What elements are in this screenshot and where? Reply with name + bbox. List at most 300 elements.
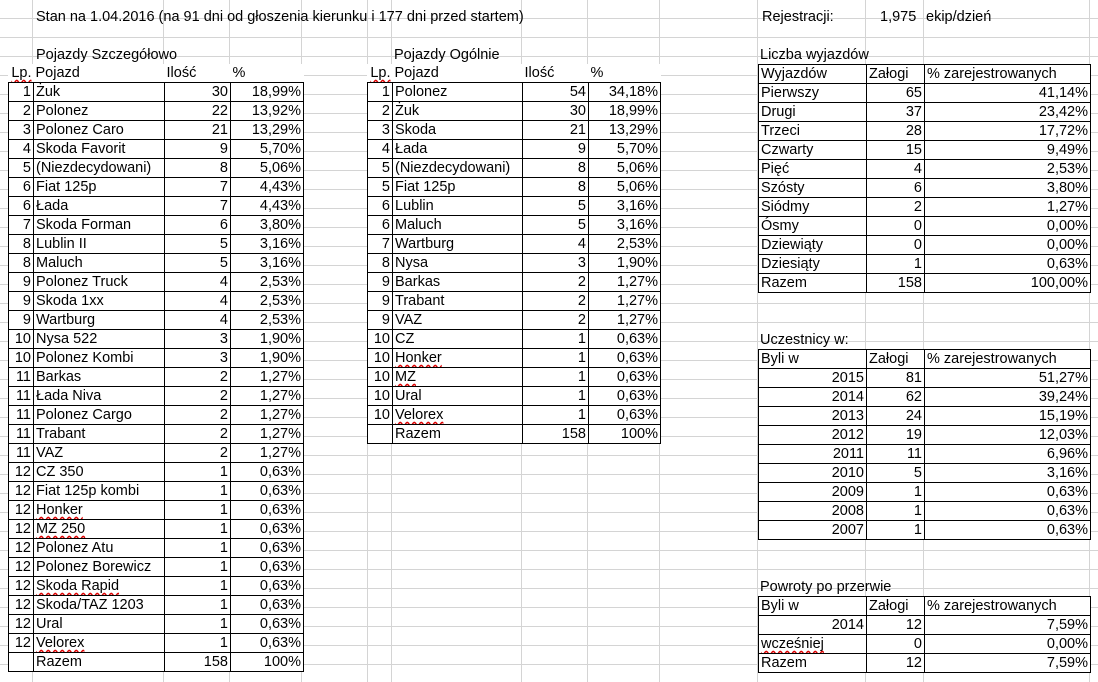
count-cell: 1: [523, 330, 589, 349]
percent-cell: 1,27%: [231, 444, 304, 463]
lp-cell: 9: [9, 292, 34, 311]
lp-cell: 8: [9, 235, 34, 254]
count-cell: 9: [523, 140, 589, 159]
vehicle-cell: Skoda Forman: [34, 216, 165, 235]
count-cell: 1: [165, 615, 231, 634]
table-row: [368, 368, 661, 387]
lp-cell: 3: [9, 121, 34, 140]
percent-cell: 15,19%: [925, 407, 1091, 426]
vehicle-cell: Skoda/TAZ 1203: [34, 596, 165, 615]
table-row: [368, 102, 661, 121]
table-row: [9, 387, 304, 406]
count-cell: 54: [523, 83, 589, 102]
table-row: [759, 369, 1091, 388]
total-label: Razem: [759, 274, 867, 293]
table-row: [759, 236, 1091, 255]
total-count: 158: [523, 425, 589, 444]
vehicle-cell: MZ: [393, 368, 523, 387]
table-row: [759, 84, 1091, 103]
percent-cell: 2,53%: [925, 160, 1091, 179]
count-cell: 15: [867, 141, 925, 160]
count-cell: 3: [523, 254, 589, 273]
count-cell: 1: [867, 521, 925, 540]
percent-cell: 13,29%: [589, 121, 661, 140]
percent-cell: 13,92%: [231, 102, 304, 121]
percent-cell: 0,63%: [231, 615, 304, 634]
percent-cell: 0,63%: [925, 483, 1091, 502]
vehicle-cell: Żuk: [393, 102, 523, 121]
percent-cell: 0,00%: [925, 236, 1091, 255]
count-cell: 6: [165, 216, 231, 235]
percent-cell: 2,53%: [231, 273, 304, 292]
percent-cell: 3,80%: [231, 216, 304, 235]
total-count: 158: [867, 274, 925, 293]
uczestnicy-table: [758, 349, 1091, 540]
lp-cell: 8: [368, 254, 393, 273]
percent-cell: 0,63%: [231, 463, 304, 482]
count-cell: 65: [867, 84, 925, 103]
percent-cell: 0,63%: [231, 558, 304, 577]
percent-cell: 0,63%: [589, 387, 661, 406]
table-row: [9, 254, 304, 273]
table-row: [9, 102, 304, 121]
header-row: [759, 597, 1091, 616]
count-cell: 2: [165, 425, 231, 444]
lp-header: Lp.: [9, 64, 34, 83]
table-row: [759, 198, 1091, 217]
percent-header: %: [589, 64, 661, 83]
count-cell: 1: [165, 539, 231, 558]
vehicle-cell: Polonez Caro: [34, 121, 165, 140]
count-cell: 0: [867, 217, 925, 236]
label-cell: 2015: [759, 369, 867, 388]
count-cell: 19: [867, 426, 925, 445]
count-cell: 1: [165, 634, 231, 653]
lp-cell: 12: [9, 615, 34, 634]
vehicle-cell: Barkas: [393, 273, 523, 292]
table-row: [9, 159, 304, 178]
lp-header: Lp.: [368, 64, 393, 83]
lp-cell: 11: [9, 406, 34, 425]
count-cell: 4: [165, 292, 231, 311]
table-row: [9, 615, 304, 634]
percent-cell: 1,27%: [925, 198, 1091, 217]
percent-cell: 0,63%: [231, 596, 304, 615]
percent-cell: 2,53%: [231, 311, 304, 330]
vehicle-cell: Honker: [393, 349, 523, 368]
ilosc-header: Ilość: [523, 64, 589, 83]
header-row: [9, 64, 304, 83]
count-cell: 2: [523, 292, 589, 311]
percent-cell: 18,99%: [589, 102, 661, 121]
vehicle-cell: Lublin: [393, 197, 523, 216]
vehicle-cell: Skoda Favorit: [34, 140, 165, 159]
table-row: [9, 520, 304, 539]
label-cell: 2007: [759, 521, 867, 540]
percent-cell: 4,43%: [231, 178, 304, 197]
label-cell: 2008: [759, 502, 867, 521]
label-cell: Pięć: [759, 160, 867, 179]
count-cell: 2: [165, 368, 231, 387]
total-percent: 100,00%: [925, 274, 1091, 293]
header-row: [759, 350, 1091, 369]
count-cell: 5: [867, 464, 925, 483]
total-row: [9, 653, 304, 672]
vehicle-cell: Łada: [34, 197, 165, 216]
lp-cell: 2: [9, 102, 34, 121]
lp-cell: 11: [9, 387, 34, 406]
count-cell: 22: [165, 102, 231, 121]
percent-cell: 39,24%: [925, 388, 1091, 407]
percent-cell: 0,63%: [231, 520, 304, 539]
label-cell: Dziewiąty: [759, 236, 867, 255]
vehicle-cell: Polonez: [393, 83, 523, 102]
count-cell: 8: [523, 178, 589, 197]
table-row: [759, 122, 1091, 141]
percent-cell: 3,16%: [925, 464, 1091, 483]
table-row: [9, 197, 304, 216]
table-row: [9, 292, 304, 311]
table-row: [368, 406, 661, 425]
count-cell: 8: [165, 159, 231, 178]
vehicle-cell: Skoda Rapid: [34, 577, 165, 596]
percent-cell: 0,63%: [589, 349, 661, 368]
count-cell: 62: [867, 388, 925, 407]
col1-header: Byli w: [759, 597, 867, 616]
percent-cell: 7,59%: [925, 616, 1091, 635]
szczegolowo-title: Pojazdy Szczegółowo: [36, 47, 178, 63]
table-row: [368, 349, 661, 368]
percent-cell: 2,53%: [231, 292, 304, 311]
vehicle-cell: Polonez Cargo: [34, 406, 165, 425]
percent-cell: 0,63%: [589, 368, 661, 387]
count-cell: 4: [867, 160, 925, 179]
count-cell: 5: [165, 235, 231, 254]
vehicle-cell: Trabant: [34, 425, 165, 444]
vehicle-cell: Trabant: [393, 292, 523, 311]
percent-cell: 23,42%: [925, 103, 1091, 122]
percent-cell: 4,43%: [231, 197, 304, 216]
table-row: [759, 616, 1091, 635]
szczegolowo-table: [8, 64, 304, 672]
percent-cell: 6,96%: [925, 445, 1091, 464]
count-cell: 2: [523, 273, 589, 292]
percent-cell: 0,63%: [231, 482, 304, 501]
count-cell: 28: [867, 122, 925, 141]
percent-cell: 0,63%: [589, 406, 661, 425]
count-cell: 6: [867, 179, 925, 198]
lp-cell: 12: [9, 463, 34, 482]
count-cell: 1: [523, 368, 589, 387]
lp-cell: 12: [9, 634, 34, 653]
vehicle-cell: Maluch: [393, 216, 523, 235]
table-row: [368, 216, 661, 235]
status-text: Stan na 1.04.2016 (na 91 dni od głoszenia kierunku i 177 dni przed startem): [36, 9, 524, 25]
percent-header: %: [231, 64, 304, 83]
lp-cell: 7: [9, 216, 34, 235]
total-row: [368, 425, 661, 444]
lp-cell: 7: [368, 235, 393, 254]
count-cell: 5: [165, 254, 231, 273]
vehicle-cell: Velorex: [34, 634, 165, 653]
count-cell: 30: [165, 83, 231, 102]
percent-cell: 1,27%: [589, 311, 661, 330]
registrations-label: Rejestracji:: [762, 9, 834, 25]
table-row: [759, 445, 1091, 464]
vehicle-cell: VAZ: [393, 311, 523, 330]
vehicle-cell: Nysa 522: [34, 330, 165, 349]
table-row: [368, 178, 661, 197]
table-row: [9, 140, 304, 159]
percent-cell: 0,63%: [925, 255, 1091, 274]
table-row: [759, 464, 1091, 483]
count-cell: 3: [165, 330, 231, 349]
table-row: [9, 235, 304, 254]
percent-cell: 51,27%: [925, 369, 1091, 388]
table-row: [759, 103, 1091, 122]
percent-cell: 13,29%: [231, 121, 304, 140]
lp-cell: 9: [9, 311, 34, 330]
count-cell: 1: [867, 255, 925, 274]
lp-cell: 1: [9, 83, 34, 102]
lp-cell: 12: [9, 501, 34, 520]
vehicle-cell: Ural: [393, 387, 523, 406]
percent-cell: 17,72%: [925, 122, 1091, 141]
table-row: [368, 140, 661, 159]
count-cell: 1: [867, 483, 925, 502]
count-cell: 1: [165, 482, 231, 501]
label-cell: 2014: [759, 388, 867, 407]
table-row: [368, 83, 661, 102]
table-row: [759, 521, 1091, 540]
total-label: Razem: [34, 653, 165, 672]
total-percent: 7,59%: [925, 654, 1091, 673]
label-cell: Drugi: [759, 103, 867, 122]
percent-cell: 41,14%: [925, 84, 1091, 103]
lp-cell: 5: [9, 159, 34, 178]
count-cell: 2: [867, 198, 925, 217]
percent-cell: 5,70%: [589, 140, 661, 159]
table-row: [9, 368, 304, 387]
table-row: [368, 387, 661, 406]
lp-cell: 12: [9, 539, 34, 558]
percent-cell: 12,03%: [925, 426, 1091, 445]
total-percent: 100%: [589, 425, 661, 444]
vehicle-cell: Barkas: [34, 368, 165, 387]
lp-cell: 9: [9, 273, 34, 292]
percent-cell: 1,90%: [231, 330, 304, 349]
count-cell: 37: [867, 103, 925, 122]
count-cell: 1: [165, 596, 231, 615]
count-cell: 1: [165, 577, 231, 596]
percent-cell: 1,27%: [231, 425, 304, 444]
table-row: [368, 273, 661, 292]
table-row: [9, 178, 304, 197]
vehicle-cell: Ural: [34, 615, 165, 634]
percent-cell: 3,16%: [231, 235, 304, 254]
count-cell: 1: [165, 501, 231, 520]
lp-cell: 11: [9, 368, 34, 387]
percent-cell: 3,16%: [589, 197, 661, 216]
lp-cell: 10: [368, 330, 393, 349]
vehicle-cell: Velorex: [393, 406, 523, 425]
lp-cell: 1: [368, 83, 393, 102]
powroty-table: [758, 596, 1091, 673]
table-row: [368, 330, 661, 349]
registrations-value: 1,975: [880, 9, 917, 25]
count-cell: 3: [165, 349, 231, 368]
percent-cell: 0,63%: [231, 634, 304, 653]
vehicle-cell: Polonez Borewicz: [34, 558, 165, 577]
table-row: [9, 216, 304, 235]
count-cell: 9: [165, 140, 231, 159]
table-row: [368, 121, 661, 140]
lp-cell: 6: [368, 197, 393, 216]
lp-cell: 6: [9, 197, 34, 216]
table-row: [759, 179, 1091, 198]
table-row: [759, 141, 1091, 160]
count-cell: 1: [867, 502, 925, 521]
table-row: [9, 273, 304, 292]
table-row: [368, 292, 661, 311]
table-row: [9, 349, 304, 368]
table-row: [9, 482, 304, 501]
table-row: [9, 444, 304, 463]
total-lp: [368, 425, 393, 444]
label-cell: Czwarty: [759, 141, 867, 160]
table-row: [9, 330, 304, 349]
label-cell: wcześniej: [759, 635, 867, 654]
count-cell: 7: [165, 178, 231, 197]
percent-cell: 1,27%: [231, 368, 304, 387]
total-lp: [9, 653, 34, 672]
vehicle-cell: Fiat 125p: [393, 178, 523, 197]
lp-cell: 6: [9, 178, 34, 197]
label-cell: Pierwszy: [759, 84, 867, 103]
label-cell: 2009: [759, 483, 867, 502]
vehicle-cell: Maluch: [34, 254, 165, 273]
table-row: [9, 596, 304, 615]
count-cell: 7: [165, 197, 231, 216]
count-cell: 1: [523, 406, 589, 425]
lp-cell: 8: [9, 254, 34, 273]
lp-cell: 12: [9, 482, 34, 501]
label-cell: 2011: [759, 445, 867, 464]
count-cell: 2: [165, 444, 231, 463]
lp-cell: 5: [368, 178, 393, 197]
vehicle-cell: Fiat 125p: [34, 178, 165, 197]
table-row: [368, 235, 661, 254]
vehicle-cell: Polonez Kombi: [34, 349, 165, 368]
count-cell: 81: [867, 369, 925, 388]
col1-header: Wyjazdów: [759, 65, 867, 84]
table-row: [9, 463, 304, 482]
lp-cell: 10: [368, 349, 393, 368]
table-row: [759, 217, 1091, 236]
lp-cell: 9: [368, 311, 393, 330]
col1-header: Byli w: [759, 350, 867, 369]
percent-cell: 5,06%: [589, 178, 661, 197]
count-cell: 30: [523, 102, 589, 121]
vehicle-cell: Polonez Atu: [34, 539, 165, 558]
label-cell: Ósmy: [759, 217, 867, 236]
count-cell: 4: [523, 235, 589, 254]
zalogi-header: Załogi: [867, 65, 925, 84]
table-row: [9, 311, 304, 330]
vehicle-cell: Nysa: [393, 254, 523, 273]
ogolnie-table: [367, 64, 661, 444]
vehicle-cell: Łada Niva: [34, 387, 165, 406]
count-cell: 4: [165, 273, 231, 292]
percent-cell: 1,90%: [589, 254, 661, 273]
percent-cell: 0,63%: [925, 521, 1091, 540]
table-row: [368, 159, 661, 178]
vehicle-cell: Lublin II: [34, 235, 165, 254]
percent-cell: 1,90%: [231, 349, 304, 368]
vehicle-cell: Honker: [34, 501, 165, 520]
lp-cell: 11: [9, 425, 34, 444]
percent-cell: 2,53%: [589, 235, 661, 254]
total-label: Razem: [759, 654, 867, 673]
label-cell: 2013: [759, 407, 867, 426]
percent-cell: 3,16%: [231, 254, 304, 273]
header-row: [368, 64, 661, 83]
count-cell: 1: [165, 520, 231, 539]
table-row: [9, 577, 304, 596]
count-cell: 0: [867, 635, 925, 654]
count-cell: 21: [165, 121, 231, 140]
lp-cell: 2: [368, 102, 393, 121]
count-cell: 21: [523, 121, 589, 140]
lp-cell: 10: [368, 387, 393, 406]
label-cell: Siódmy: [759, 198, 867, 217]
vehicle-cell: (Niezdecydowani): [393, 159, 523, 178]
wyjazdy-table: [758, 64, 1091, 293]
lp-cell: 6: [368, 216, 393, 235]
lp-cell: 12: [9, 577, 34, 596]
percent-header: % zarejestrowanych: [925, 65, 1091, 84]
count-cell: 1: [165, 463, 231, 482]
table-row: [9, 425, 304, 444]
percent-cell: 0,63%: [231, 501, 304, 520]
registrations-unit: ekip/dzień: [926, 9, 992, 25]
vehicle-cell: Polonez: [34, 102, 165, 121]
label-cell: Szósty: [759, 179, 867, 198]
percent-cell: 5,70%: [231, 140, 304, 159]
table-row: [759, 407, 1091, 426]
lp-cell: 12: [9, 520, 34, 539]
total-percent: 100%: [231, 653, 304, 672]
vehicle-cell: Łada: [393, 140, 523, 159]
vehicle-cell: Żuk: [34, 83, 165, 102]
count-cell: 0: [867, 236, 925, 255]
percent-header: % zarejestrowanych: [925, 350, 1091, 369]
label-cell: Trzeci: [759, 122, 867, 141]
count-cell: 5: [523, 197, 589, 216]
table-row: [9, 634, 304, 653]
vehicle-cell: Skoda: [393, 121, 523, 140]
count-cell: 1: [523, 349, 589, 368]
table-row: [759, 160, 1091, 179]
lp-cell: 5: [368, 159, 393, 178]
percent-cell: 18,99%: [231, 83, 304, 102]
table-row: [9, 501, 304, 520]
uczestnicy-title: Uczestnicy w:: [760, 332, 849, 348]
count-cell: 1: [523, 387, 589, 406]
lp-cell: 10: [368, 368, 393, 387]
vehicle-cell: (Niezdecydowani): [34, 159, 165, 178]
table-row: [759, 255, 1091, 274]
